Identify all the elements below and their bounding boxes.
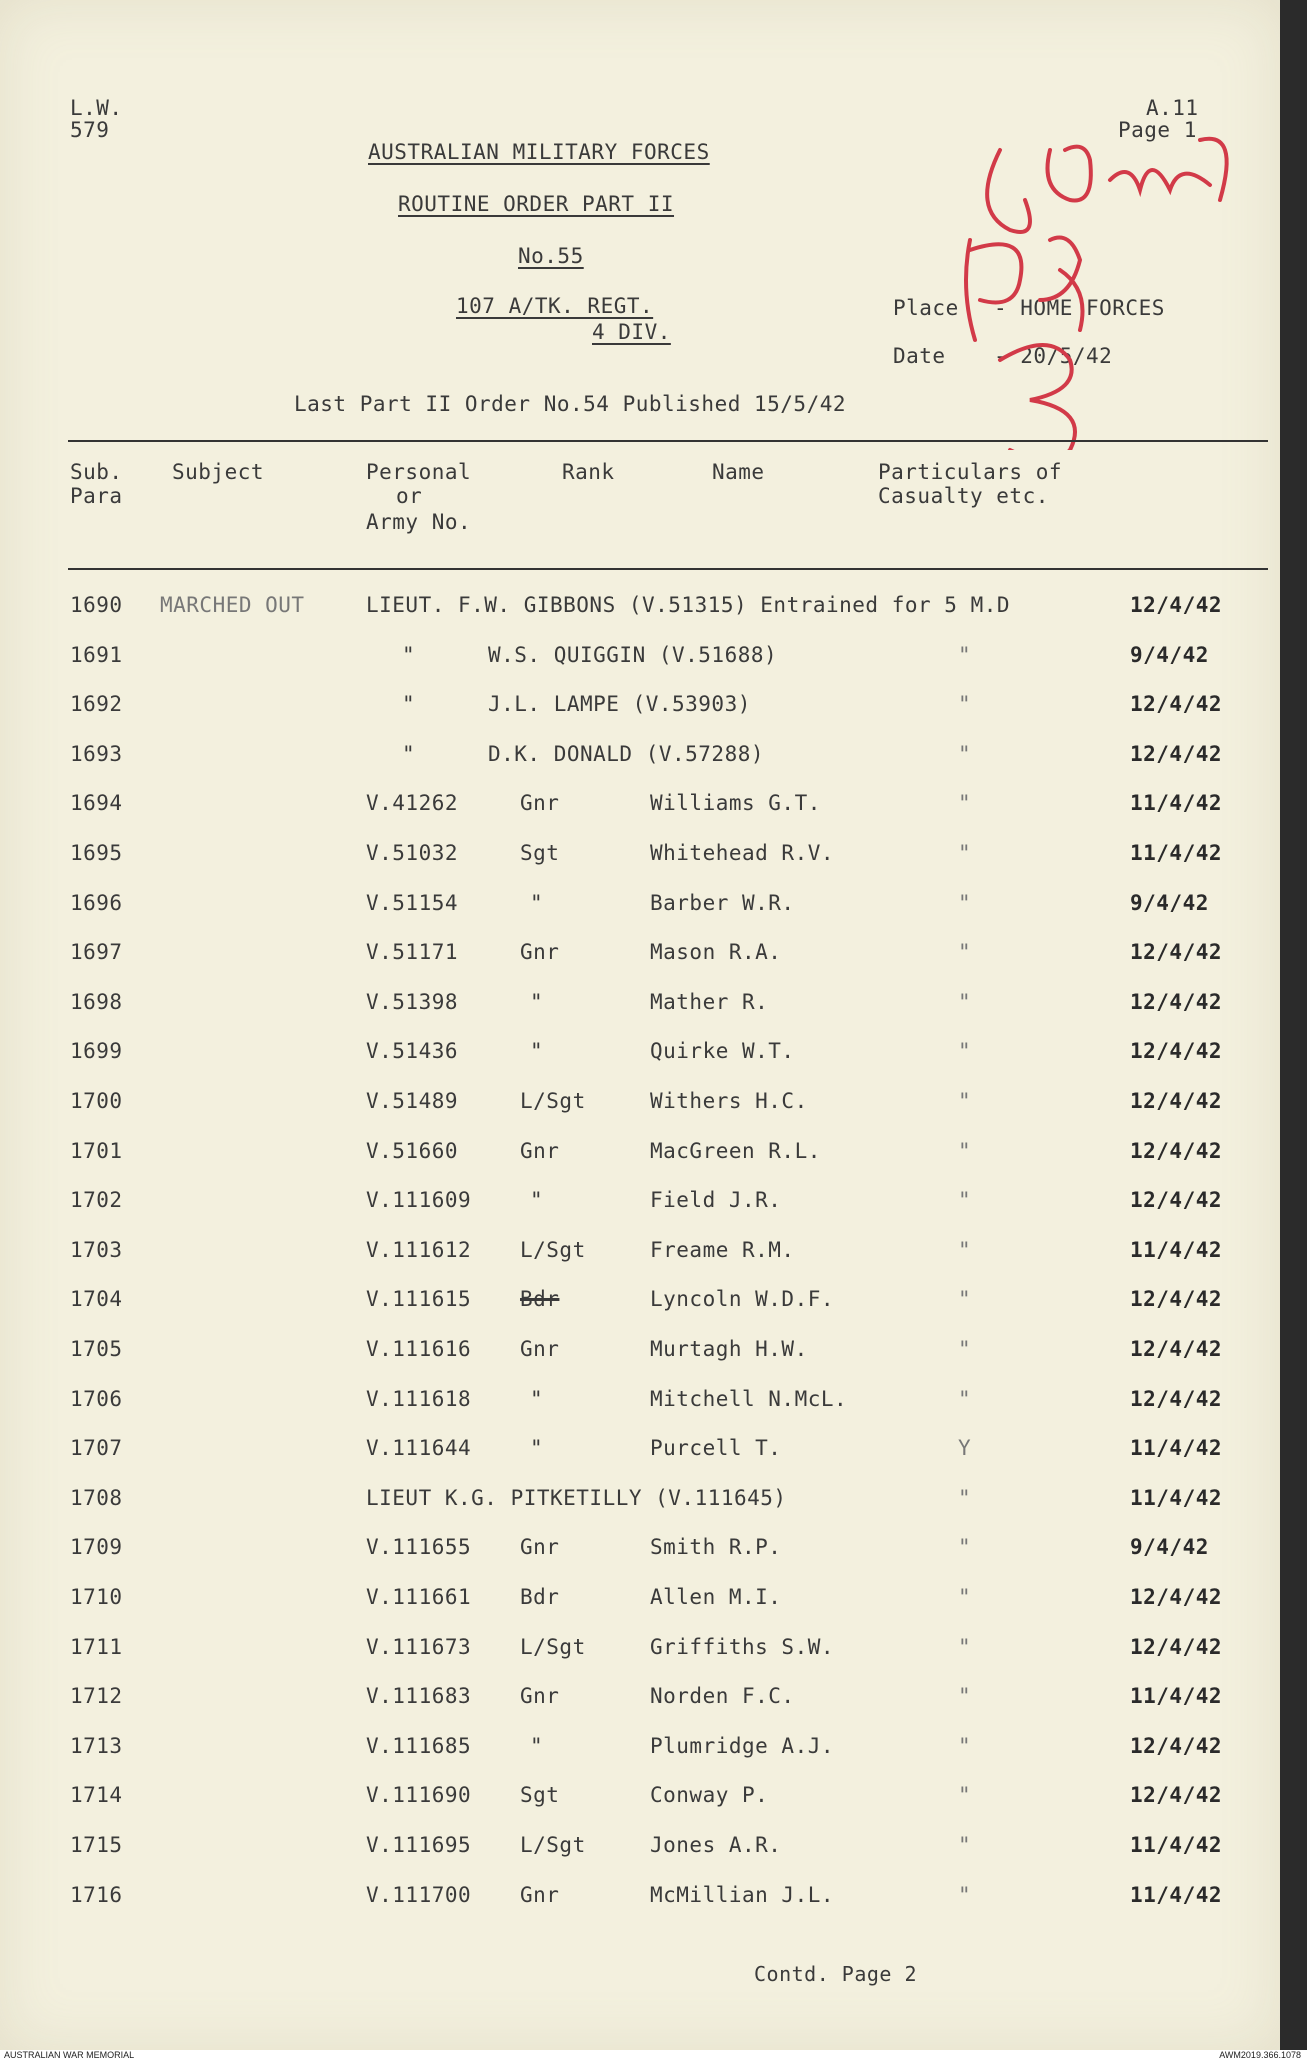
scan-edge (1280, 0, 1307, 2061)
army-number: V.51489 (366, 1089, 459, 1113)
order-row (0, 593, 1280, 633)
col-rank: Rank (562, 460, 615, 484)
rank-cell: " (530, 1733, 544, 1758)
casualty-date: 12/4/42 (1130, 1733, 1223, 1758)
sub-para-number: 1709 (70, 1535, 123, 1560)
order-row (0, 1089, 1280, 1129)
sub-para-number: 1704 (70, 1287, 123, 1312)
officer-entry-line: LIEUT. F.W. GIBBONS (V.51315) Entrained for 5 M.D (366, 593, 1011, 617)
person-name: Mason R.A. (650, 940, 782, 965)
casualty-date: 11/4/42 (1130, 1684, 1223, 1709)
casualty-date: 9/4/42 (1130, 890, 1209, 915)
particulars-ditto: " (958, 1138, 972, 1163)
rank-cell: L/Sgt (520, 1634, 586, 1659)
person-name: Plumridge A.J. (650, 1733, 835, 1758)
casualty-date: 11/4/42 (1130, 1882, 1223, 1907)
rank-cell: Bdr (520, 1287, 560, 1312)
casualty-date: 12/4/42 (1130, 989, 1223, 1014)
casualty-date: 9/4/42 (1130, 642, 1209, 667)
casualty-date: 12/4/42 (1130, 1783, 1223, 1808)
casualty-date: 11/4/42 (1130, 1833, 1223, 1857)
rank-cell: Gnr (520, 1882, 560, 1907)
sub-para-number: 1699 (70, 1039, 123, 1064)
casualty-date: 12/4/42 (1130, 1039, 1223, 1064)
order-row (0, 643, 1280, 683)
casualty-date: 12/4/42 (1130, 1585, 1223, 1609)
ditto-mark: " (402, 642, 416, 667)
order-row (0, 1238, 1280, 1278)
sub-para-number: 1714 (70, 1783, 123, 1808)
person-name: Allen M.I. (650, 1585, 782, 1609)
order-row (0, 1783, 1280, 1823)
sub-para-number: 1711 (70, 1634, 123, 1659)
ref-left-line-1: L.W. (70, 96, 123, 120)
particulars-ditto: " (958, 692, 972, 717)
particulars-ditto: " (958, 1089, 972, 1113)
person-name: MacGreen R.L. (650, 1138, 821, 1163)
rank-cell: Sgt (520, 841, 560, 865)
rank-cell: " (530, 1436, 544, 1461)
army-number: V.41262 (366, 791, 459, 816)
rank-cell: Bdr (520, 1585, 560, 1609)
order-row (0, 1436, 1280, 1476)
col-subject: Subject (172, 460, 265, 484)
person-name: Field J.R. (650, 1188, 782, 1213)
order-row (0, 1585, 1280, 1625)
army-number: V.111655 (366, 1535, 472, 1560)
particulars-ditto: " (958, 741, 972, 766)
officer-entry-line: W.S. QUIGGIN (V.51688) (488, 642, 778, 667)
person-name: Norden F.C. (650, 1684, 795, 1709)
army-number: V.51154 (366, 890, 459, 915)
rank-cell: " (530, 890, 544, 915)
casualty-date: 11/4/42 (1130, 1237, 1223, 1262)
person-name: McMillian J.L. (650, 1882, 835, 1907)
sub-para-number: 1706 (70, 1386, 123, 1411)
rank-cell: " (530, 1386, 544, 1411)
particulars-ditto: " (958, 642, 972, 667)
order-row (0, 1684, 1280, 1724)
army-number: V.111673 (366, 1634, 472, 1659)
army-number: V.111661 (366, 1585, 472, 1609)
particulars-ditto: " (958, 1188, 972, 1213)
sub-para-number: 1707 (70, 1436, 123, 1461)
doc-subtitle: ROUTINE ORDER PART II (398, 192, 675, 216)
order-row (0, 891, 1280, 931)
casualty-date: 12/4/42 (1130, 741, 1223, 766)
date-label: Date (893, 344, 946, 368)
sub-para-number: 1715 (70, 1833, 123, 1857)
order-row (0, 1188, 1280, 1228)
army-number: V.111644 (366, 1436, 472, 1461)
army-number: V.111612 (366, 1237, 472, 1262)
col-personal-2: or (396, 484, 423, 508)
sub-para-number: 1712 (70, 1684, 123, 1709)
army-number: V.111695 (366, 1833, 472, 1857)
person-name: Purcell T. (650, 1436, 782, 1461)
particulars-ditto: " (958, 1039, 972, 1064)
rank-cell: " (530, 989, 544, 1014)
sub-para-number: 1691 (70, 642, 123, 667)
army-number: V.51398 (366, 989, 459, 1014)
sub-para-number: 1716 (70, 1882, 123, 1907)
army-number: V.111683 (366, 1684, 472, 1709)
particulars-ditto: " (958, 1783, 972, 1808)
casualty-date: 11/4/42 (1130, 841, 1223, 865)
order-number: No.55 (518, 244, 584, 268)
col-personal-1: Personal (366, 460, 472, 484)
officer-entry-line: J.L. LAMPE (V.53903) (488, 692, 751, 717)
order-row (0, 841, 1280, 881)
person-name: Murtagh H.W. (650, 1337, 808, 1361)
order-row (0, 1486, 1280, 1526)
casualty-date: 11/4/42 (1130, 791, 1223, 816)
army-number: V.111616 (366, 1337, 472, 1361)
particulars-ditto: " (958, 1833, 972, 1857)
rank-cell: Sgt (520, 1783, 560, 1808)
particulars-ditto: " (958, 890, 972, 915)
particulars-ditto: " (958, 1287, 972, 1312)
rank-cell: Gnr (520, 940, 560, 965)
last-order-line: Last Part II Order No.54 Published 15/5/42 (294, 392, 847, 416)
casualty-date: 12/4/42 (1130, 1287, 1223, 1312)
order-row (0, 1833, 1280, 1873)
sub-para-number: 1708 (70, 1485, 123, 1510)
particulars-ditto: " (958, 1535, 972, 1560)
rank-cell: Gnr (520, 791, 560, 816)
sub-para-number: 1695 (70, 841, 123, 865)
particulars-ditto: " (958, 1684, 972, 1709)
army-number: V.51171 (366, 940, 459, 965)
annotation-text (1060, 210, 1066, 211)
place-label: Place (893, 296, 959, 320)
particulars-ditto: " (958, 1882, 972, 1907)
officer-entry-line: LIEUT K.G. PITKETILLY (V.111645) (366, 1485, 787, 1510)
particulars-ditto: " (958, 1485, 972, 1510)
order-row (0, 990, 1280, 1030)
casualty-date: 12/4/42 (1130, 940, 1223, 965)
sub-para-number: 1710 (70, 1585, 123, 1609)
order-row (0, 1287, 1280, 1327)
person-name: Lyncoln W.D.F. (650, 1287, 835, 1312)
person-name: Williams G.T. (650, 791, 821, 816)
particulars-ditto: " (958, 989, 972, 1014)
particulars-ditto: " (958, 791, 972, 816)
rank-cell: " (530, 1188, 544, 1213)
rank-cell: L/Sgt (520, 1237, 586, 1262)
casualty-date: 12/4/42 (1130, 1634, 1223, 1659)
sub-para-number: 1702 (70, 1188, 123, 1213)
casualty-date: 12/4/42 (1130, 1386, 1223, 1411)
doc-title: AUSTRALIAN MILITARY FORCES (368, 140, 710, 164)
footer-right: AWM2019.366.1078 (1219, 2050, 1301, 2060)
date-value: - 20/5/42 (994, 344, 1113, 368)
order-row (0, 1635, 1280, 1675)
casualty-date: 12/4/42 (1130, 692, 1223, 717)
particulars-ditto: " (958, 1386, 972, 1411)
person-name: Mitchell N.McL. (650, 1386, 848, 1411)
rank-cell: Gnr (520, 1535, 560, 1560)
order-row (0, 1883, 1280, 1923)
rank-cell: L/Sgt (520, 1833, 586, 1857)
person-name: Smith R.P. (650, 1535, 782, 1560)
particulars-ditto: Y (958, 1436, 972, 1461)
handwritten-annotation (930, 110, 1260, 450)
order-row (0, 1337, 1280, 1377)
person-name: Griffiths S.W. (650, 1634, 835, 1659)
col-personal-3: Army No. (366, 510, 472, 534)
order-row (0, 940, 1280, 980)
header-rule-top (68, 440, 1268, 442)
col-sub-para-2: Para (70, 484, 123, 508)
rank-cell: L/Sgt (520, 1089, 586, 1113)
footer-bar (0, 2050, 1307, 2061)
rank-cell: Gnr (520, 1138, 560, 1163)
casualty-date: 12/4/42 (1130, 1138, 1223, 1163)
col-particulars-2: Casualty etc. (878, 484, 1049, 508)
order-row (0, 1387, 1280, 1427)
sub-para-number: 1692 (70, 692, 123, 717)
army-number: V.111685 (366, 1733, 472, 1758)
order-row (0, 791, 1280, 831)
division-name: 4 DIV. (592, 320, 671, 344)
particulars-ditto: " (958, 1585, 972, 1609)
col-particulars-1: Particulars of (878, 460, 1063, 484)
particulars-ditto: " (958, 1733, 972, 1758)
ref-left-line-2: 579 (70, 118, 110, 142)
particulars-ditto: " (958, 1634, 972, 1659)
person-name: Freame R.M. (650, 1237, 795, 1262)
army-number: V.51032 (366, 841, 459, 865)
person-name: Mather R. (650, 989, 769, 1014)
casualty-date: 12/4/42 (1130, 593, 1223, 617)
order-row (0, 692, 1280, 732)
footer-left: AUSTRALIAN WAR MEMORIAL (4, 2050, 135, 2060)
particulars-ditto: " (958, 1337, 972, 1361)
casualty-date: 12/4/42 (1130, 1089, 1223, 1113)
particulars-ditto: " (958, 940, 972, 965)
army-number: V.51660 (366, 1138, 459, 1163)
col-sub-para-1: Sub. (70, 460, 123, 484)
ditto-mark: " (402, 692, 416, 717)
casualty-date: 11/4/42 (1130, 1436, 1223, 1461)
sub-para-number: 1696 (70, 890, 123, 915)
person-name: Conway P. (650, 1783, 769, 1808)
sub-para-number: 1713 (70, 1733, 123, 1758)
particulars-ditto: " (958, 841, 972, 865)
continued-note: Contd. Page 2 (754, 1962, 918, 1986)
person-name: Withers H.C. (650, 1089, 808, 1113)
army-number: V.51436 (366, 1039, 459, 1064)
sub-para-number: 1705 (70, 1337, 123, 1361)
subject-cell: MARCHED OUT (160, 593, 305, 617)
person-name: Quirke W.T. (650, 1039, 795, 1064)
casualty-date: 11/4/42 (1130, 1485, 1223, 1510)
order-row (0, 1734, 1280, 1774)
sub-para-number: 1693 (70, 741, 123, 766)
ref-right-line-2: Page 1 (1118, 118, 1197, 142)
sub-para-number: 1698 (70, 989, 123, 1014)
ref-right-line-1: A.11 (1146, 96, 1199, 120)
officer-entry-line: D.K. DONALD (V.57288) (488, 741, 765, 766)
order-row (0, 742, 1280, 782)
casualty-date: 12/4/42 (1130, 1337, 1223, 1361)
person-name: Jones A.R. (650, 1833, 782, 1857)
sub-para-number: 1697 (70, 940, 123, 965)
army-number: V.111700 (366, 1882, 472, 1907)
order-row (0, 1535, 1280, 1575)
col-name: Name (712, 460, 765, 484)
person-name: Barber W.R. (650, 890, 795, 915)
sub-para-number: 1701 (70, 1138, 123, 1163)
sub-para-number: 1690 (70, 593, 123, 617)
header-rule-bottom (68, 568, 1268, 570)
particulars-ditto: " (958, 1237, 972, 1262)
sub-para-number: 1703 (70, 1237, 123, 1262)
order-row (0, 1039, 1280, 1079)
army-number: V.111618 (366, 1386, 472, 1411)
order-row (0, 1139, 1280, 1179)
rank-cell: Gnr (520, 1684, 560, 1709)
casualty-date: 12/4/42 (1130, 1188, 1223, 1213)
army-number: V.111615 (366, 1287, 472, 1312)
casualty-date: 9/4/42 (1130, 1535, 1209, 1560)
army-number: V.111690 (366, 1783, 472, 1808)
sub-para-number: 1694 (70, 791, 123, 816)
place-value: - HOME FORCES (994, 296, 1165, 320)
rank-cell: Gnr (520, 1337, 560, 1361)
ditto-mark: " (402, 741, 416, 766)
rank-cell: " (530, 1039, 544, 1064)
unit-name: 107 A/TK. REGT. (456, 294, 654, 318)
army-number: V.111609 (366, 1188, 472, 1213)
sub-para-number: 1700 (70, 1089, 123, 1113)
person-name: Whitehead R.V. (650, 841, 835, 865)
